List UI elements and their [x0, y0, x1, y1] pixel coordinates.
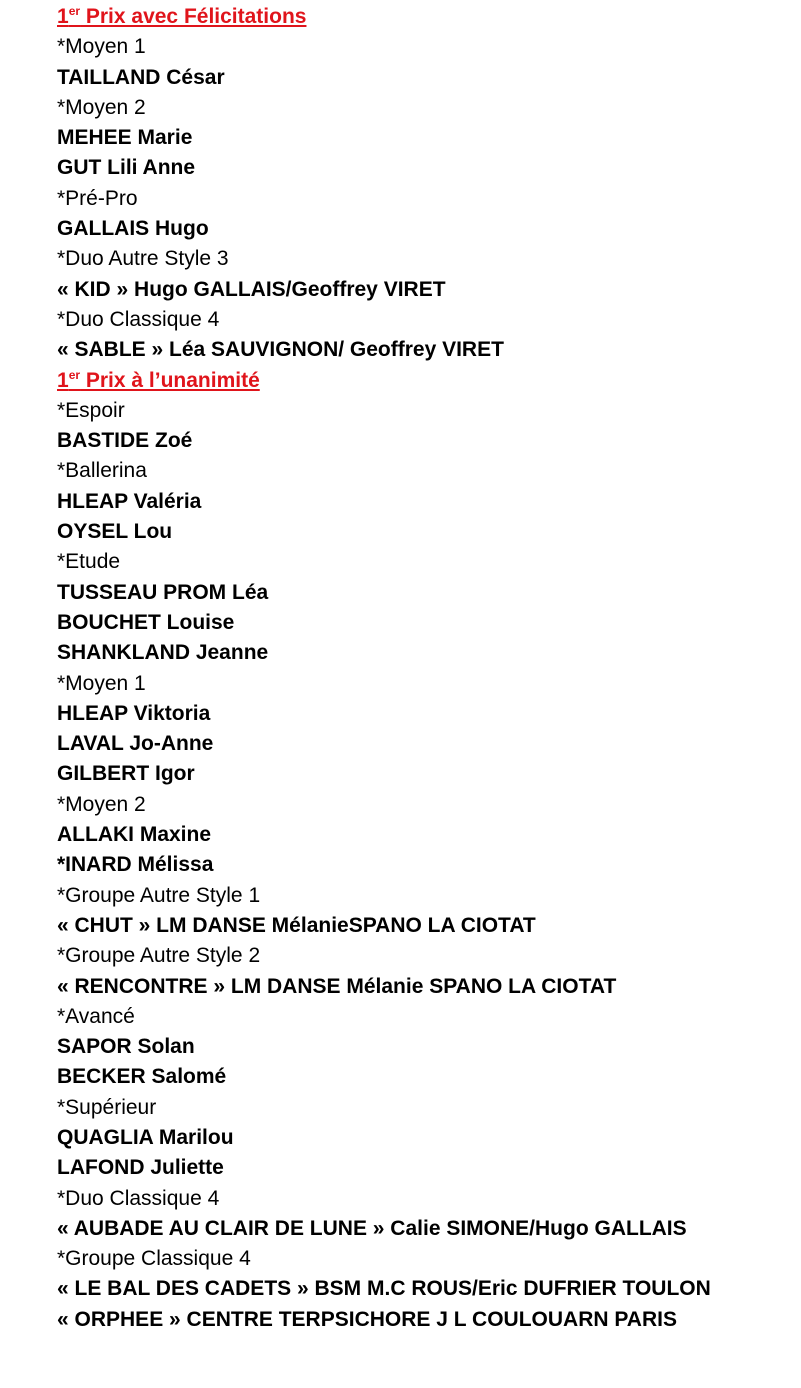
heading-superscript: er — [68, 4, 81, 18]
category-label: *Duo Classique 4 — [57, 307, 220, 331]
category-label: *Espoir — [57, 398, 125, 422]
laureate-name: ALLAKI Maxine — [57, 823, 212, 847]
category-label: *Pré-Pro — [57, 186, 138, 210]
laureate-name: « ORPHEE » CENTRE TERPSICHORE J L COULOUARN PARIS — [57, 1307, 677, 1331]
laureate-name: GILBERT Igor — [57, 762, 195, 786]
laureate-name: GUT Lili Anne — [57, 156, 196, 180]
heading-superscript: er — [68, 367, 81, 382]
category-label: *Duo Classique 4 — [57, 1186, 220, 1210]
laureate-name: TUSSEAU PROM Léa — [57, 580, 269, 604]
laureate-name: HLEAP Viktoria — [57, 701, 211, 725]
laureate-name: SHANKLAND Jeanne — [57, 641, 269, 665]
laureate-name: LAVAL Jo-Anne — [57, 732, 214, 756]
category-label: *Moyen 2 — [57, 792, 146, 816]
category-label: *Etude — [57, 550, 121, 574]
category-label: *Groupe Autre Style 1 — [57, 883, 261, 907]
laureate-name: « SABLE » Léa SAUVIGNON/ Geoffrey VIRET — [57, 338, 504, 362]
laureate-name: « LE BAL DES CADETS » BSM M.C ROUS/Eric DUFRIER TOULON — [57, 1277, 711, 1301]
heading-number: 1 — [57, 368, 69, 392]
laureate-name: HLEAP Valéria — [57, 489, 202, 513]
section-felicitations — [57, 2, 797, 366]
category-label: *Duo Autre Style 3 — [57, 247, 229, 271]
laureate-name: « RENCONTRE » LM DANSE Mélanie SPANO LA CIOTAT — [57, 974, 617, 998]
laureate-name: SAPOR Solan — [57, 1035, 195, 1059]
results-document — [57, 2, 797, 1335]
laureate-name: OYSEL Lou — [57, 520, 173, 544]
laureate-name: *INARD Mélissa — [57, 853, 214, 877]
heading-title: Prix à l’unanimité — [80, 368, 260, 392]
laureate-name: « KID » Hugo GALLAIS/Geoffrey VIRET — [57, 277, 446, 301]
laureate-name: BECKER Salomé — [57, 1065, 227, 1089]
category-label: *Ballerina — [57, 459, 147, 483]
category-label: *Groupe Classique 4 — [57, 1247, 251, 1271]
category-label: *Moyen 1 — [57, 35, 146, 59]
category-label: *Moyen 1 — [57, 671, 146, 695]
category-label: *Groupe Autre Style 2 — [57, 944, 261, 968]
category-label: *Moyen 2 — [57, 95, 146, 119]
laureate-name: QUAGLIA Marilou — [57, 1125, 234, 1149]
heading-number: 1 — [57, 5, 69, 28]
laureate-name: BASTIDE Zoé — [57, 429, 193, 453]
section-heading — [57, 2, 797, 32]
section-unanimite — [57, 366, 797, 1336]
laureate-name: LAFOND Juliette — [57, 1156, 224, 1180]
laureate-name: « CHUT » LM DANSE MélanieSPANO LA CIOTAT — [57, 913, 536, 937]
heading-title: Prix avec Félicitations — [80, 5, 307, 28]
laureate-name: TAILLAND César — [57, 65, 225, 89]
laureate-name: MEHEE Marie — [57, 126, 193, 150]
laureate-name: GALLAIS Hugo — [57, 217, 209, 241]
laureate-name: BOUCHET Louise — [57, 610, 235, 634]
section-heading — [57, 366, 797, 396]
category-label: *Supérieur — [57, 1095, 157, 1119]
category-label: *Avancé — [57, 1004, 135, 1028]
laureate-name: « AUBADE AU CLAIR DE LUNE » Calie SIMONE/Hugo GALLAIS — [57, 1216, 687, 1240]
